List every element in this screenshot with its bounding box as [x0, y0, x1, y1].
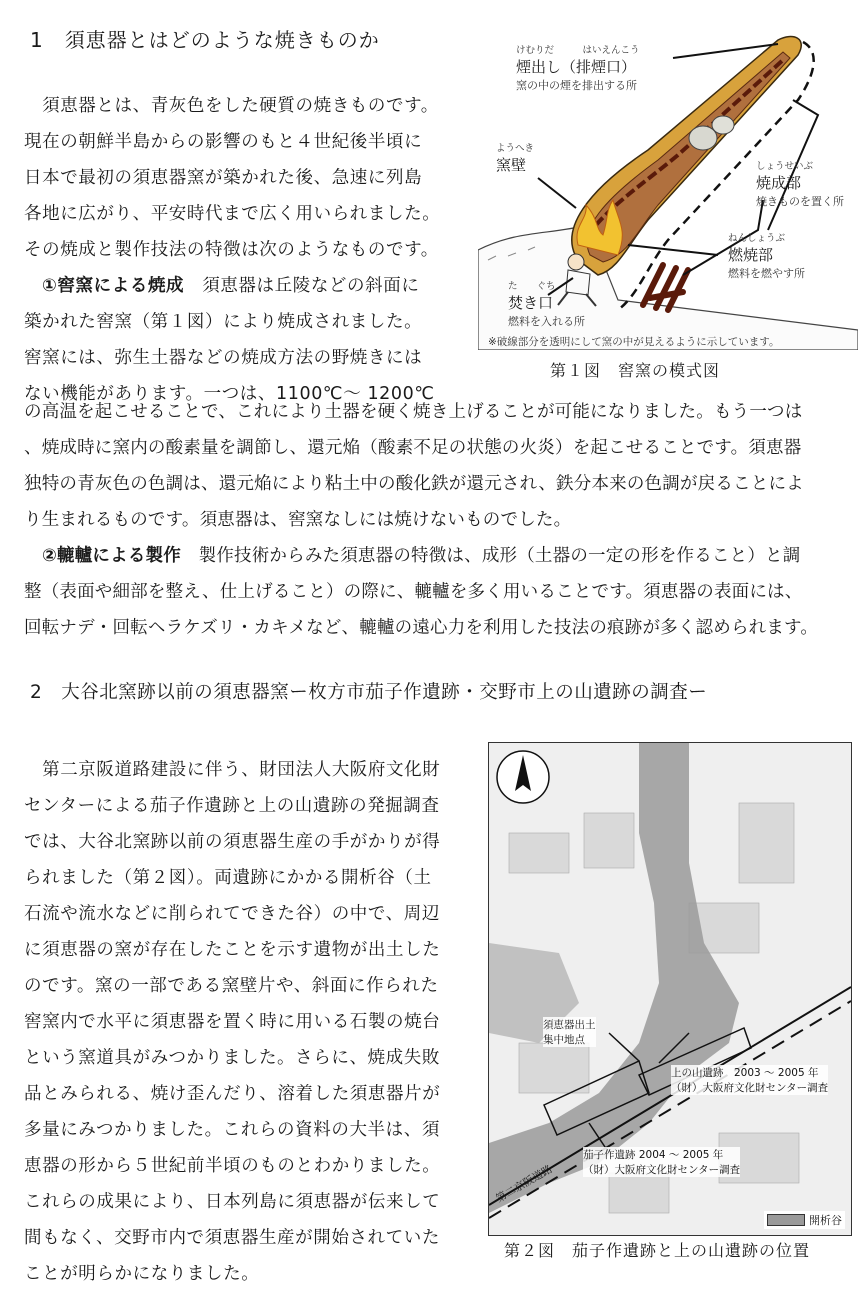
label-nasuzukuri-site: 茄子作遺跡 2004 ～ 2005 年 （財）大阪府文化財センター調査 [583, 1149, 741, 1176]
point-2-text: 製作技術からみた須恵器の特徴は、成形（土器の一定の形を作ること）と調 [180, 546, 801, 566]
label-smoke-outlet: けむりだ はいえんこう 煙出し（排煙口） 窯の中の煙を排出する所 [516, 45, 640, 92]
figure-1-caption: 第１図 窖窯の模式図 [550, 361, 721, 380]
label-kaminoyama-site: 上の山遺跡 2003 ～ 2005 年 （財）大阪府文化財センター調査 [671, 1067, 829, 1094]
map-legend [764, 1211, 845, 1229]
text-line: 窖窯には、弥生土器などの焼成方法の野焼きには [24, 348, 423, 368]
section-2-body [24, 752, 440, 1292]
label-kiln-wall: ようへき 窯壁 [496, 143, 535, 174]
legend-label: 開析谷 [809, 1214, 842, 1227]
section-2-heading: 2 大谷北窯跡以前の須恵器窯ー枚方市茄子作遺跡・交野市上の山遺跡の調査ー [30, 682, 708, 703]
section-1-intro [24, 88, 440, 412]
label-expressway: 第二京阪道路 [494, 1163, 555, 1206]
text-line: 各地に広がり、平安時代まで広く用いられました。 [24, 204, 441, 224]
text-line: 須恵器とは、青灰色をした硬質の焼きものです。 [24, 96, 439, 116]
text-line: のです。窯の一部である窯壁片や、斜面に作られた [24, 976, 439, 996]
text-line: ことが明らかになりました。 [24, 1264, 260, 1284]
text-line: 日本で最初の須恵器窯が築かれた後、急速に列島 [24, 168, 423, 188]
text-line: 恵器の形から５世紀前半頃のものとわかりました。 [24, 1156, 441, 1176]
text-line: り生まれるものです。須恵器は、窖窯なしには焼けないものでした。 [24, 510, 572, 530]
text-line: センターによる茄子作遺跡と上の山遺跡の発掘調査 [24, 796, 440, 816]
section-1-body [24, 394, 818, 646]
text-line: に須恵器の窯が存在したことを示す遺物が出土した [24, 940, 441, 960]
section-1-heading: 1 須恵器とはどのような焼きものか [30, 28, 380, 52]
text-line: 、焼成時に窯内の酸素量を調節し、還元焔（酸素不足の状態の火炎）を起こせることです。須恵器 [24, 438, 802, 458]
figure-1-note: ※破線部分を透明にして窯の中が見えるように示しています。 [488, 336, 780, 348]
text-line: その焼成と製作技法の特徴は次のようなものです。 [24, 240, 439, 260]
point-1-lead: ①窖窯による焼成 [42, 276, 185, 296]
text-line: 現在の朝鮮半島からの影響のもと４世紀後半頃に [24, 132, 423, 152]
text-line: 多量にみつかりました。これらの資料の大半は、須 [24, 1120, 440, 1140]
text-line: では、大谷北窯跡以前の須恵器生産の手がかりが得 [24, 832, 441, 852]
text-line: 築かれた窖窯（第１図）により焼成されました。 [24, 312, 423, 332]
text-line [24, 268, 440, 304]
label-combustion-chamber: ねんしょうぶ 燃焼部 燃料を燃やす所 [728, 233, 805, 280]
figure-2-map [488, 742, 852, 1236]
point-2-lead: ②轆轤による製作 [42, 546, 181, 566]
text-line: 窖窯内で水平に須恵器を置く時に用いる石製の焼台 [24, 1012, 441, 1032]
text-line: 第二京阪道路建設に伴う、財団法人大阪府文化財 [24, 760, 441, 780]
text-line: 独特の青灰色の色調は、還元焔により粘土中の酸化鉄が還元され、鉄分本来の色調が戻ることによ [24, 474, 804, 494]
figure-1-kiln-diagram [478, 30, 858, 380]
text-line: 品とみられる、焼け歪んだり、溶着した須恵器片が [24, 1084, 441, 1104]
text-line: ない機能があります。一つは、1100℃～ 1200℃ [24, 384, 435, 404]
text-line: 間もなく、交野市内で須恵器生産が開始されていた [24, 1228, 440, 1248]
point-1-text: 須恵器は丘陵などの斜面に [184, 276, 420, 296]
text-line: られました（第２図）。両遺跡にかかる開析谷（土 [24, 868, 432, 888]
text-line [24, 538, 818, 574]
label-find-spot: 須恵器出土 集中地点 [543, 1019, 596, 1046]
text-line: という窯道具がみつかりました。さらに、焼成失敗 [24, 1048, 440, 1068]
legend-swatch [767, 1214, 805, 1226]
label-firing-chamber: しょうせいぶ 焼成部 焼きものを置く所 [756, 161, 844, 208]
firewood [643, 265, 688, 310]
text-line: 整（表面や細部を整え、仕上げること）の際に、轆轤を多く用いることです。須恵器の表面には、 [24, 582, 803, 602]
north-arrow-icon [497, 751, 549, 803]
text-line: 回転ナデ・回転ヘラケズリ・カキメなど、轆轤の遠心力を利用した技法の痕跡が多く認められます。 [24, 618, 819, 638]
text-line: これらの成果により、日本列島に須恵器が伝来して [24, 1192, 441, 1212]
label-firing-mouth: た ぐち 焚き口 燃料を入れる所 [508, 281, 585, 328]
pot [689, 126, 717, 150]
text-line: の高温を起こせることで、これにより土器を硬く焼き上げることが可能になりました。もう一つは [24, 402, 803, 422]
figure-2-caption: 第２図 茄子作遺跡と上の山遺跡の位置 [504, 1241, 811, 1260]
text-line: 石流や流水などに削られてできた谷）の中で、周辺 [24, 904, 440, 924]
pot [712, 116, 734, 134]
